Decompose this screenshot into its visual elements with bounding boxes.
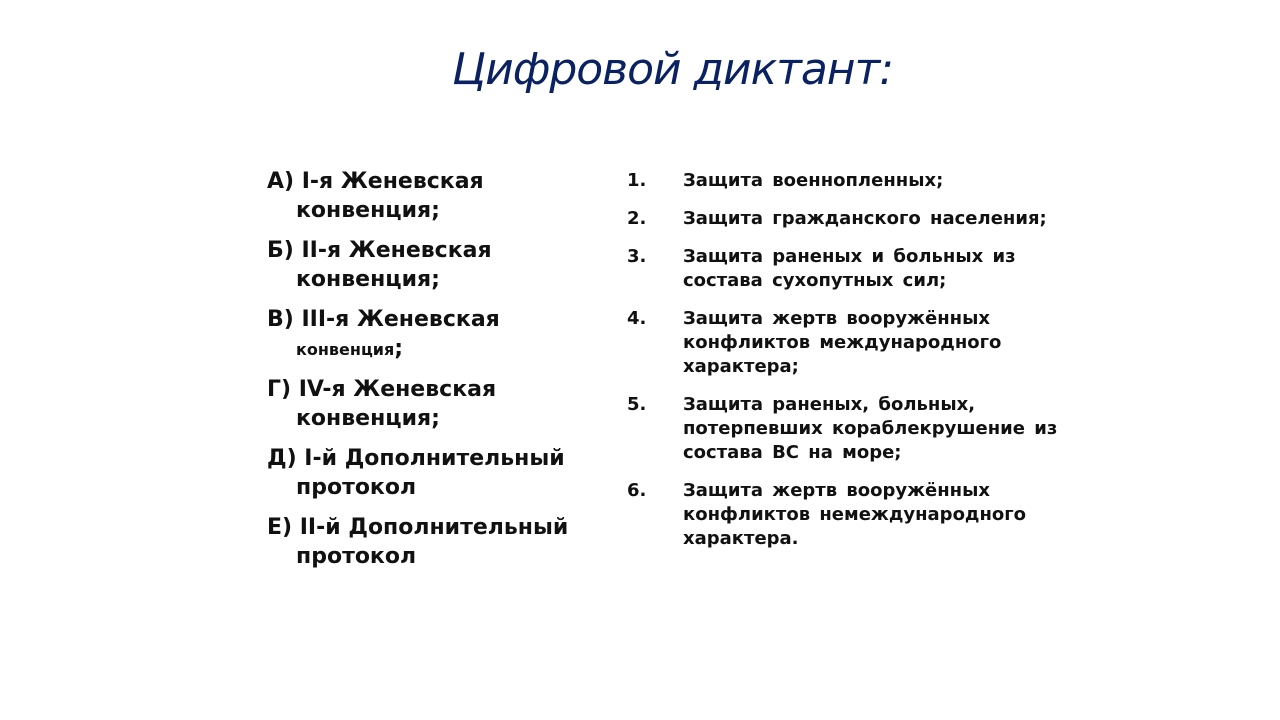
item-label: Е) II-й xyxy=(267,515,341,540)
item-label: Б) II-я Женевская xyxy=(267,238,492,263)
item-text: Защита раненых и больных из состава сухопутных сил; xyxy=(683,246,1016,291)
list-item xyxy=(267,236,582,294)
conventions-list xyxy=(267,167,582,582)
item-label: Д) I-й Дополнительный xyxy=(267,446,565,471)
item-tail: протокол xyxy=(296,475,417,500)
list-item xyxy=(267,513,582,571)
list-item xyxy=(267,305,582,364)
list-item xyxy=(627,245,1097,293)
item-tail-end: ; xyxy=(394,336,404,361)
item-text: Защита жертв вооружённых конфликтов немеждународного характера. xyxy=(683,480,1027,549)
item-number: 4. xyxy=(627,308,647,329)
list-item xyxy=(627,479,1097,551)
list-item xyxy=(267,444,582,502)
item-number: 6. xyxy=(627,480,647,501)
item-text: Защита раненых, больных, потерпевших кораблекрушение из состава ВС на море; xyxy=(683,394,1058,463)
item-text: Защита жертв вооружённых конфликтов международного характера; xyxy=(683,308,1002,377)
list-item xyxy=(267,375,582,433)
protections-list xyxy=(627,169,1097,565)
list-item xyxy=(627,207,1097,231)
item-label: В) III-я Женевская xyxy=(267,307,500,332)
slide-title: Цифровой диктант: xyxy=(451,44,894,95)
item-tail: конвенция; xyxy=(296,267,440,292)
item-text: Защита гражданского населения; xyxy=(683,208,1047,229)
list-item xyxy=(627,307,1097,379)
item-number: 2. xyxy=(627,208,647,229)
item-number: 5. xyxy=(627,394,647,415)
item-tail: конвенция; xyxy=(296,406,440,431)
list-item xyxy=(627,169,1097,193)
item-tail: конвенция; xyxy=(296,198,440,223)
item-text: Защита военнопленных; xyxy=(683,170,944,191)
item-number: 3. xyxy=(627,246,647,267)
item-label: Г) IV-я Женевская xyxy=(267,377,497,402)
item-tail: Дополнительный протокол xyxy=(296,515,569,569)
list-item xyxy=(267,167,582,225)
item-tail: конвенция xyxy=(296,340,395,359)
item-label: А) I-я Женевская xyxy=(267,169,484,194)
list-item xyxy=(627,393,1097,465)
item-number: 1. xyxy=(627,170,647,191)
